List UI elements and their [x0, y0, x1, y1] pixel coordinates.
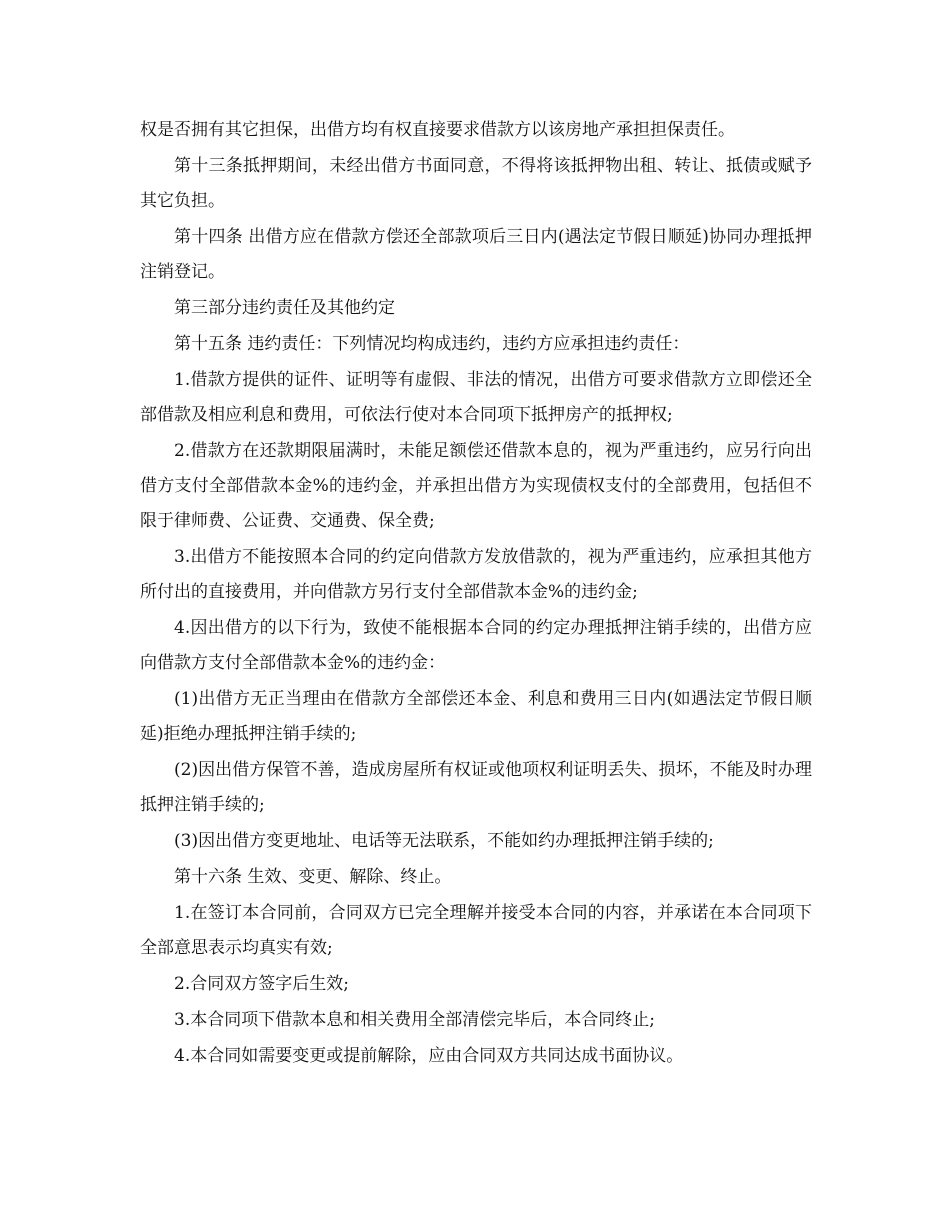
list-item-16-2: 2.合同双方签字后生效;	[174, 974, 349, 994]
list-item-15-4: 4.因出借方的以下行为，致使不能根据本合同的约定办理抵押注销手续的，出借方应向借款方支付全部借款本金%的违约金：	[140, 618, 812, 673]
document-page	[140, 113, 812, 1075]
paragraph-article-13: 第十三条抵押期间，未经出借方书面同意，不得将该抵押物出租、转让、抵债或赋予其它负担。	[140, 156, 812, 211]
paragraph-continuation: 权是否拥有其它担保，出借方均有权直接要求借款方以该房地产承担担保责任。	[140, 120, 735, 140]
paragraph-article-15: 第十五条 违约责任：下列情况均构成违约，违约方应承担违约责任：	[174, 334, 690, 354]
section-heading-part-3: 第三部分违约责任及其他约定	[174, 298, 395, 318]
list-item-16-4: 4.本合同如需要变更或提前解除，应由合同双方共同达成书面协议。	[174, 1046, 684, 1066]
paragraph-article-14: 第十四条 出借方应在借款方偿还全部款项后三日内(遇法定节假日顺延)协同办理抵押注销登记。	[140, 227, 812, 282]
list-item-16-3: 3.本合同项下借款本息和相关费用全部清偿完毕后，本合同终止;	[174, 1010, 655, 1030]
list-item-16-1: 1.在签订本合同前，合同双方已完全理解并接受本合同的内容，并承诺在本合同项下全部意思表示均真实有效;	[140, 903, 812, 958]
paragraph-article-16: 第十六条 生效、变更、解除、终止。	[174, 867, 452, 887]
list-item-15-2: 2.借款方在还款期限届满时，未能足额偿还借款本息的，视为严重违约，应另行向出借方支付全部借款本金%的违约金，并承担出借方为实现债权支付的全部费用，包括但不限于律师费、公证费、交通费、保全费;	[140, 441, 812, 531]
sub-item-15-4-3: (3)因出借方变更地址、电话等无法联系，不能如约办理抵押注销手续的;	[174, 831, 714, 851]
list-item-15-3: 3.出借方不能按照本合同的约定向借款方发放借款的，视为严重违约，应承担其他方所付出的直接费用，并向借款方另行支付全部借款本金%的违约金;	[140, 547, 812, 602]
list-item-15-1: 1.借款方提供的证件、证明等有虚假、非法的情况，出借方可要求借款方立即偿还全部借款及相应利息和费用，可依法行使对本合同项下抵押房产的抵押权;	[140, 370, 812, 425]
sub-item-15-4-1: (1)出借方无正当理由在借款方全部偿还本金、利息和费用三日内(如遇法定节假日顺延)拒绝办理抵押注销手续的;	[140, 689, 812, 744]
sub-item-15-4-2: (2)因出借方保管不善，造成房屋所有权证或他项权利证明丢失、损坏，不能及时办理抵押注销手续的;	[140, 760, 812, 815]
